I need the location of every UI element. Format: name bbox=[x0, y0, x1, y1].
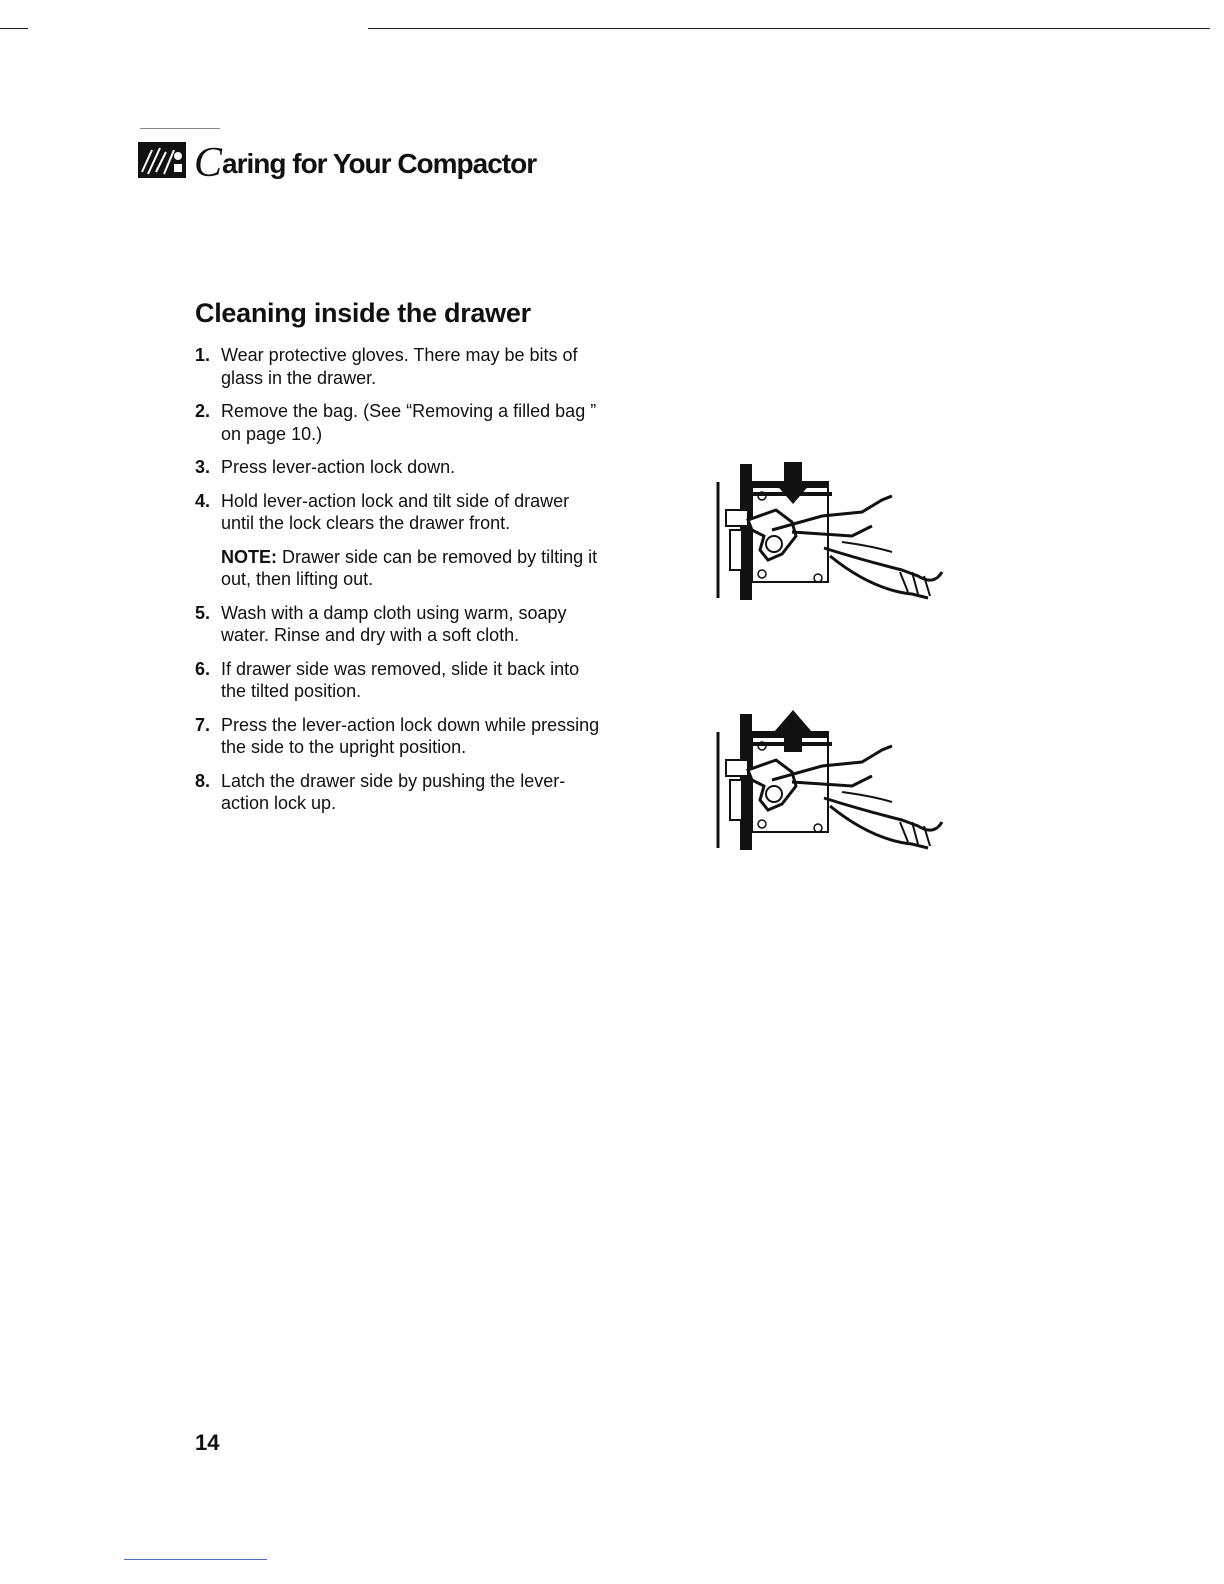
page-header bbox=[138, 140, 537, 186]
scan-edge-line bbox=[140, 128, 220, 129]
list-item: 5. Wash with a damp cloth using warm, soapy water. Rinse and dry with a soft cloth. bbox=[195, 602, 567, 645]
page-title: Caring for Your Compactor bbox=[194, 140, 537, 186]
list-item: 1. Wear protective gloves. There may be bits of glass in the drawer. bbox=[195, 345, 578, 388]
list-item: 7. Press the lever-action lock down while pressing the side to the upright position. bbox=[195, 714, 600, 757]
list-item: 8. Latch the drawer side by pushing the lever-action lock up. bbox=[195, 770, 566, 813]
note-text: Drawer side can be removed by tilting it out, then lifting out. bbox=[221, 546, 598, 589]
list-item: 3. Press lever-action lock down. bbox=[195, 457, 456, 477]
list-item: 4. Hold lever-action lock and tilt side of drawer until the lock clears the drawer front. bbox=[195, 490, 570, 533]
lever-lock-push-up-illustration bbox=[712, 710, 952, 860]
section-heading: Cleaning inside the drawer bbox=[195, 298, 531, 328]
lever-lock-press-down-illustration bbox=[712, 460, 952, 610]
note bbox=[221, 546, 605, 591]
list-item: 6. If drawer side was removed, slide it back into the tilted position. bbox=[195, 658, 580, 701]
list-item: 2. Remove the bag. (See “Removing a filled bag ” on page 10.) bbox=[195, 401, 597, 444]
scan-edge-line bbox=[0, 28, 28, 29]
footer-divider bbox=[124, 1559, 267, 1560]
scan-edge-line bbox=[368, 28, 1210, 29]
note-label: NOTE: bbox=[221, 546, 277, 567]
compactor-care-icon bbox=[138, 142, 186, 178]
page-number: 14 bbox=[195, 1430, 220, 1455]
instruction-steps bbox=[195, 344, 605, 826]
